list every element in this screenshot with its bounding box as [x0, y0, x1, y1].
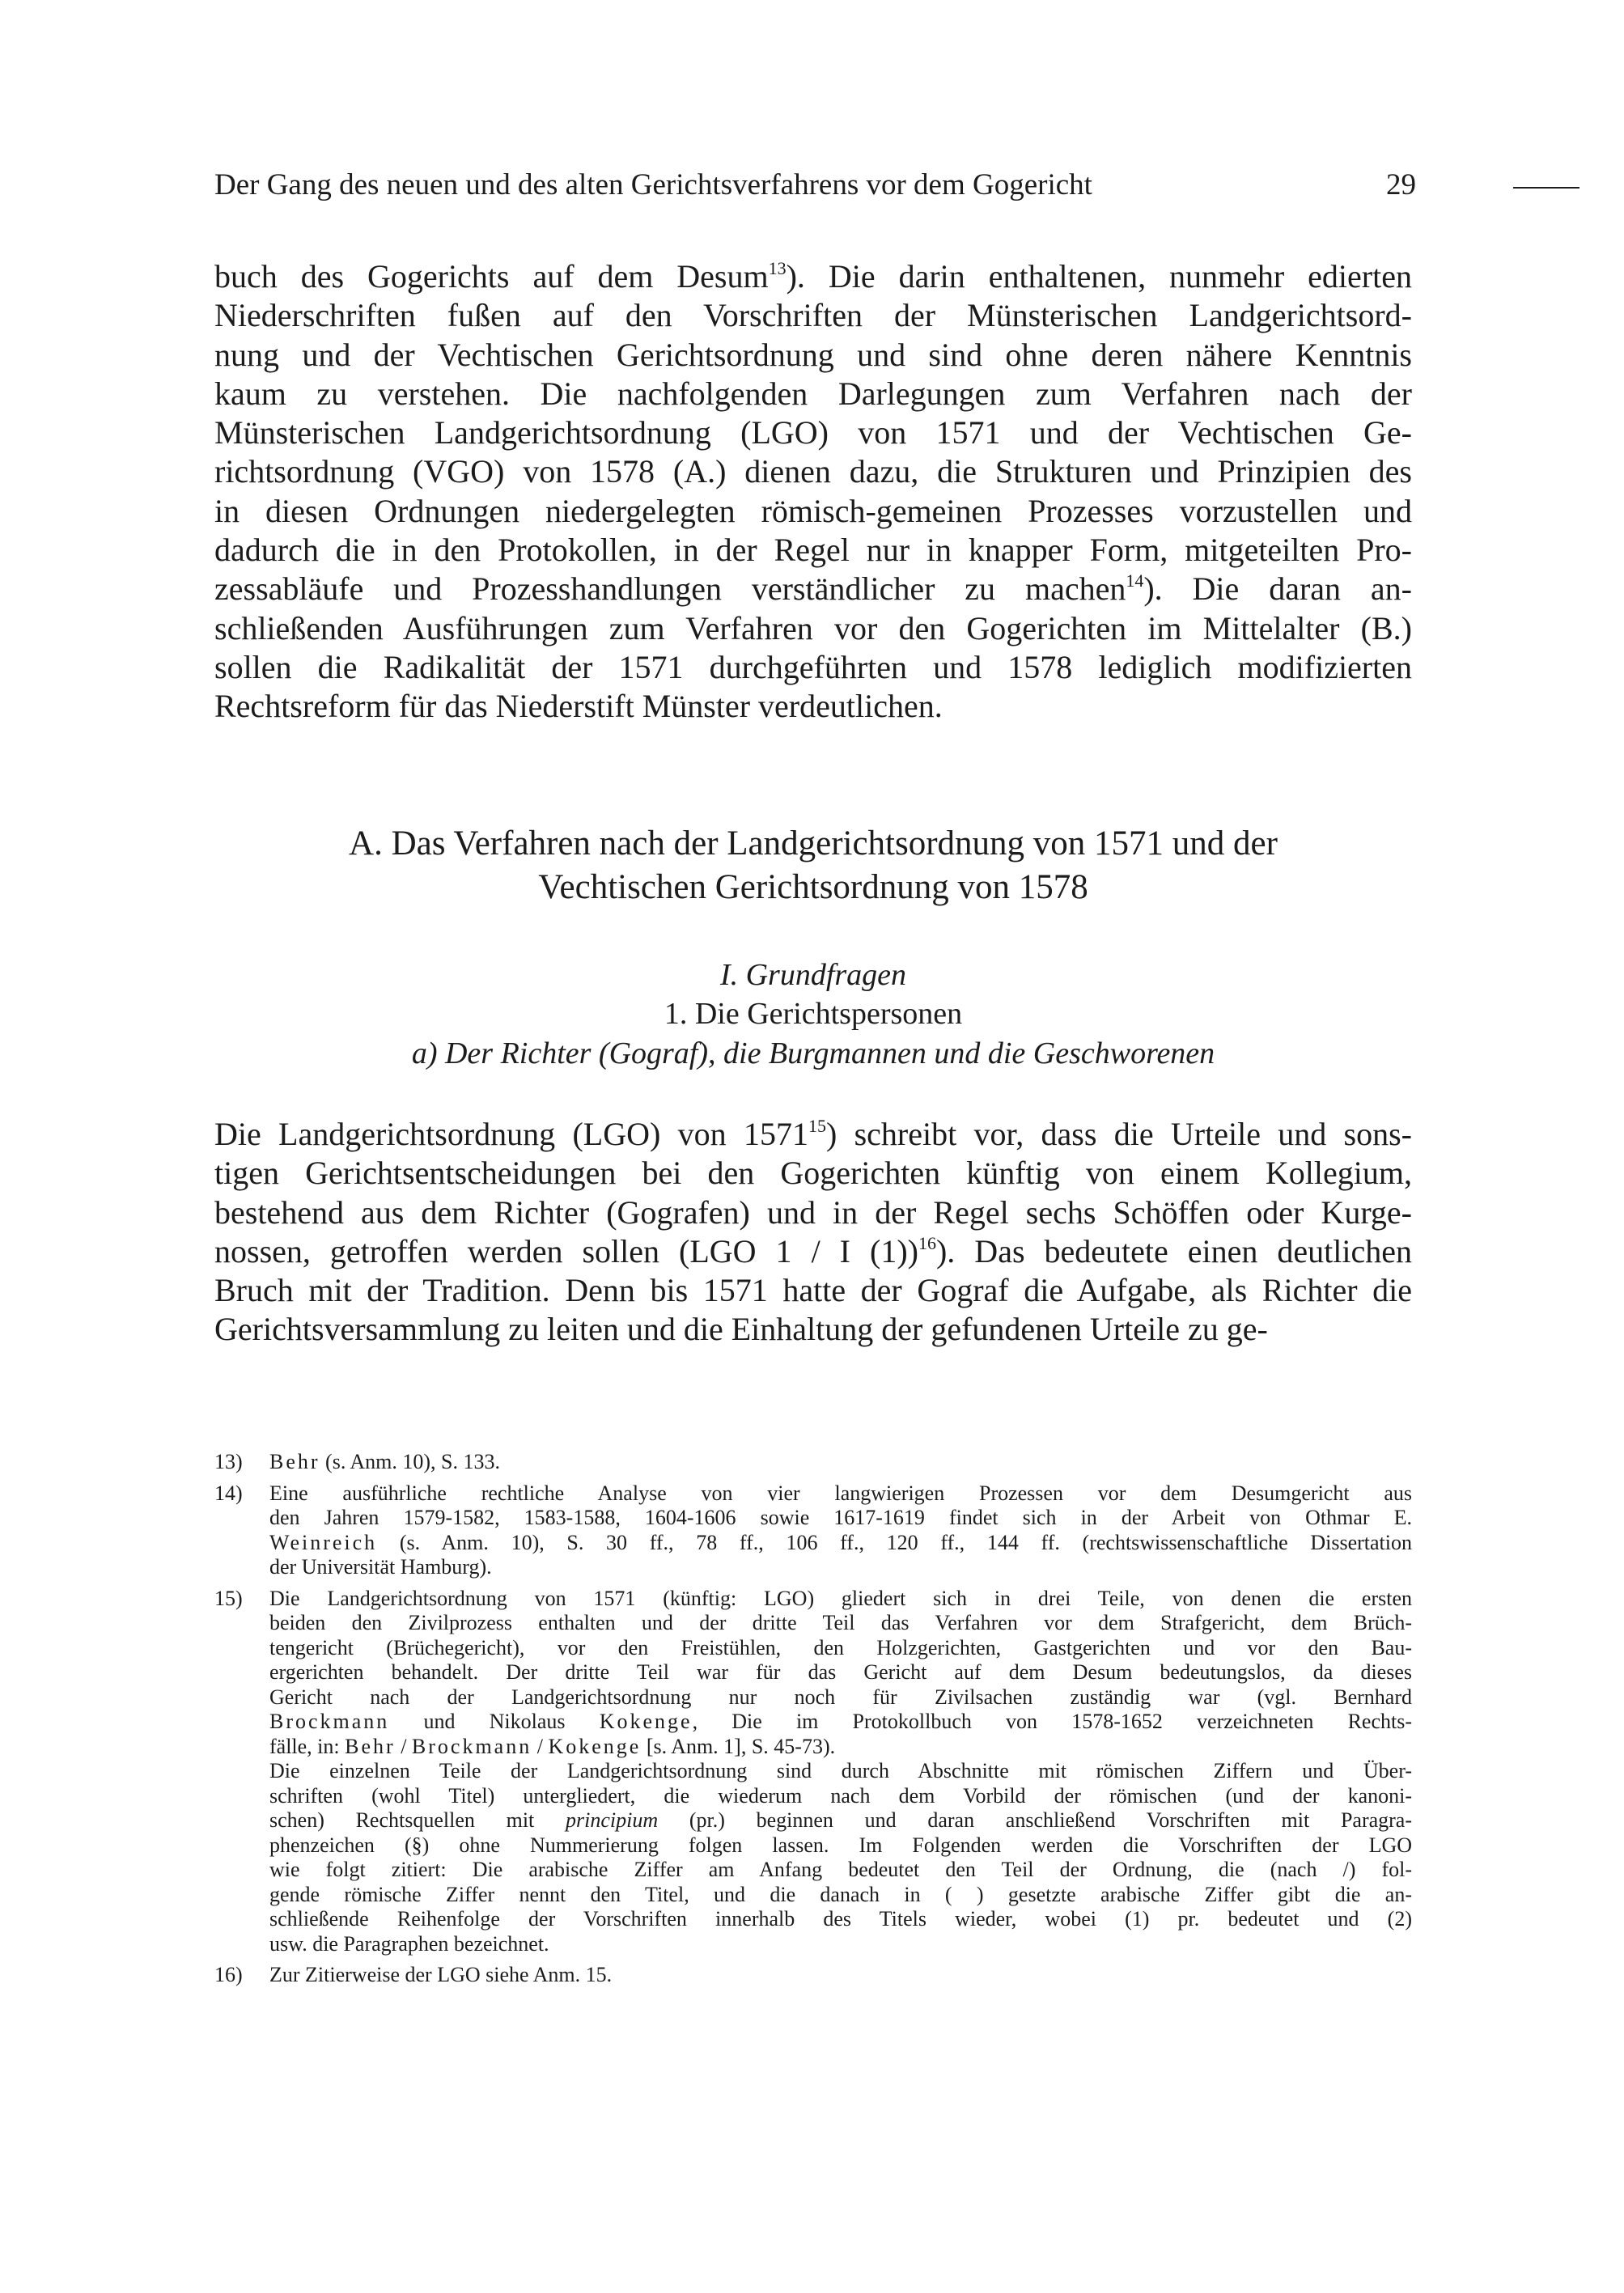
footnote-ref: 14	[1126, 570, 1144, 591]
subheading-richter: a) Der Richter (Gograf), die Burgmannen und die Geschworenen	[411, 1036, 1215, 1070]
header-dash	[1513, 187, 1579, 189]
line-text: Rechtsreform für das Niederstift Münster verdeutlichen.	[214, 688, 943, 725]
text-line	[214, 492, 1412, 531]
footnote-number: 15)	[214, 1586, 243, 1610]
line-text: richtsordnung (VGO) von 1578 (A.) dienen dazu, die Strukturen und Prinzipien des	[214, 453, 1412, 490]
footnote-line: schriften (wohl Titel) untergliedert, die wiederum nach dem Vorbild der römischen (und der kanoni-	[269, 1783, 1412, 1808]
line-text: Die Landgerichtsordnung (LGO) von 1571	[214, 1116, 808, 1152]
section-title	[214, 822, 1412, 909]
footnote-line: Die Landgerichtsordnung von 1571 (künftig: LGO) gliedert sich in drei Teile, von denen die ersten	[269, 1586, 1412, 1610]
line-text: zessabläufe und Prozesshandlungen verständlicher zu machen	[214, 570, 1126, 608]
page-number: 29	[1386, 168, 1416, 201]
footnote-number: 16)	[214, 1963, 243, 1986]
footnote-ref: 13	[768, 258, 787, 278]
line-text: kaum zu verstehen. Die nachfolgenden Darlegungen zum Verfahren nach der	[214, 375, 1412, 412]
footnote-line: Zur Zitierweise der LGO siehe Anm. 15.	[269, 1963, 613, 1986]
footnote-line: Gericht nach der Landgerichtsordnung nur noch für Zivilsachen zuständig war (vgl. Bernhard	[269, 1685, 1412, 1709]
section-title-line: Vechtischen Gerichtsordnung von 1578	[538, 868, 1088, 906]
line-text: sollen die Radikalität der 1571 durchgeführten und 1578 lediglich modifizierten	[214, 648, 1412, 685]
line-text: dadurch die in den Protokollen, in der Regel nur in knapper Form, mitgeteilten Pro-	[214, 532, 1412, 569]
section-title-line: A. Das Verfahren nach der Landgerichtsordnung von 1571 und der	[349, 824, 1278, 863]
line-text: tigen Gerichtsentscheidungen bei den Gogerichten künftig von einem Kollegium,	[214, 1155, 1412, 1192]
footnote-line: Brockmann und Nikolaus Kokenge, Die im Protokollbuch von 1578-1652 verzeichneten Rechts-	[269, 1710, 1412, 1733]
footnote-number: 14)	[214, 1481, 243, 1505]
footnote-ref: 16	[918, 1232, 936, 1253]
footnote-line: beiden den Zivilprozess enthalten und der dritte Teil das Verfahren vor dem Strafgericht, dem Brüch-	[269, 1611, 1412, 1634]
line-text: nossen, getroffen werden sollen (LGO 1 / I (1))	[214, 1232, 918, 1269]
body-paragraph	[214, 1115, 1412, 1350]
line-text: Bruch mit der Tradition. Denn bis 1571 hatte der Gograf die Aufgabe, als Richter die	[214, 1272, 1412, 1309]
text-line	[214, 531, 1412, 570]
text-line	[214, 648, 1412, 687]
text-line	[214, 1310, 1412, 1349]
running-header	[214, 165, 1416, 206]
footnote-line: usw. die Paragraphen bezeichnet.	[269, 1931, 549, 1956]
footnote-14	[214, 1481, 1412, 1580]
line-text: Münsterischen Landgerichtsordnung (LGO) von 1571 und der Vechtischen Ge-	[214, 414, 1412, 451]
footnote-line: Die einzelnen Teile der Landgerichtsordnung sind durch Abschnitte mit römischen Ziffern und Über-	[269, 1759, 1412, 1782]
footnote-13	[214, 1450, 1412, 1475]
footnote-line: schen) Rechtsquellen mit principium (pr.) beginnen und daran anschließend Vorschriften mit Paragra-	[269, 1808, 1413, 1832]
footnote-15	[214, 1587, 1412, 1957]
footnote-line: Eine ausführliche rechtliche Analyse von vier langwierigen Prozessen vor dem Desumgericht aus	[269, 1481, 1412, 1505]
footnote-line: wie folgt zitiert: Die arabische Ziffer am Anfang bedeutet den Teil der Ordnung, die (nach /) fol-	[269, 1858, 1412, 1881]
text-line	[214, 1232, 1412, 1271]
text-line	[214, 1154, 1412, 1193]
line-text: ). Die daran an-	[1143, 570, 1412, 608]
line-text: ). Die darin enthaltenen, nunmehr edierten	[786, 258, 1412, 295]
text-line	[214, 296, 1412, 335]
footnote-line: tengericht (Brüchegericht), vor den Freistühlen, den Holzgerichten, Gastgerichten und vor den Bau-	[269, 1635, 1412, 1659]
footnote-line: Weinreich (s. Anm. 10), S. 30 ff., 78 ff., 106 ff., 120 ff., 144 ff. (rechtswissenschaftliche Dissertation	[269, 1530, 1412, 1554]
line-text: ). Das bedeutete einen deutlichen	[935, 1232, 1412, 1269]
footnote-number: 13)	[214, 1450, 243, 1473]
text-line	[214, 336, 1412, 375]
footnotes	[214, 1450, 1412, 1988]
text-line	[214, 1193, 1412, 1232]
subheading-grundfragen: I. Grundfragen	[719, 958, 907, 992]
text-line	[214, 375, 1412, 413]
text-line	[214, 1115, 1412, 1154]
text-line	[214, 570, 1412, 608]
text-line	[214, 609, 1412, 648]
footnote-line: Behr (s. Anm. 10), S. 133.	[269, 1450, 501, 1473]
subheading-gerichtspersonen: 1. Die Gerichtspersonen	[664, 997, 963, 1031]
line-text: bestehend aus dem Richter (Gografen) und in der Regel sechs Schöffen oder Kurge-	[214, 1193, 1412, 1231]
footnote-line: der Universität Hamburg).	[269, 1555, 492, 1579]
running-title: Der Gang des neuen und des alten Gerichtsverfahrens vor dem Gogericht	[214, 168, 1092, 201]
footnote-ref: 15	[808, 1116, 826, 1136]
footnote-line: schließende Reihenfolge der Vorschriften innerhalb des Titels wieder, wobei (1) pr. bedeutet und (2)	[269, 1907, 1412, 1931]
footnote-line: phenzeichen (§) ohne Nummerierung folgen lassen. Im Folgenden werden die Vorschriften der LGO	[269, 1833, 1412, 1857]
text-line	[214, 1271, 1412, 1310]
intro-paragraph	[214, 257, 1412, 727]
line-text: Gerichtsversammlung zu leiten und die Einhaltung der gefundenen Urteile zu ge-	[214, 1311, 1268, 1348]
line-text: schließenden Ausführungen zum Verfahren vor den Gogerichten im Mittelalter (B.)	[214, 609, 1412, 646]
text-line	[214, 257, 1412, 296]
line-text: Niederschriften fußen auf den Vorschriften der Münsterischen Landgerichtsord-	[214, 297, 1412, 334]
line-text: nung und der Vechtischen Gerichtsordnung und sind ohne deren nähere Kenntnis	[214, 336, 1412, 373]
line-text: buch des Gogerichts auf dem Desum	[214, 258, 769, 295]
footnote-line: fälle, in: Behr / Brockmann / Kokenge [s. Anm. 1], S. 45-73).	[269, 1734, 836, 1758]
text-line	[214, 687, 1412, 726]
footnote-line: ergerichten behandelt. Der dritte Teil war für das Gericht auf dem Desum bedeutungslos, da dieses	[269, 1660, 1412, 1684]
line-text: in diesen Ordnungen niedergelegten römisch-gemeinen Prozesses vorzustellen und	[214, 492, 1412, 529]
footnote-line: den Jahren 1579-1582, 1583-1588, 1604-1606 sowie 1617-1619 findet sich in der Arbeit von Othmar E.	[269, 1506, 1412, 1529]
text-line	[214, 413, 1412, 452]
line-text: ) schreibt vor, dass die Urteile und sons-	[825, 1116, 1413, 1152]
footnote-16	[214, 1963, 1412, 1988]
footnote-line: gende römische Ziffer nennt den Titel, und die danach in ( ) gesetzte arabische Ziffer gibt die an-	[269, 1882, 1412, 1906]
text-line	[214, 452, 1412, 491]
